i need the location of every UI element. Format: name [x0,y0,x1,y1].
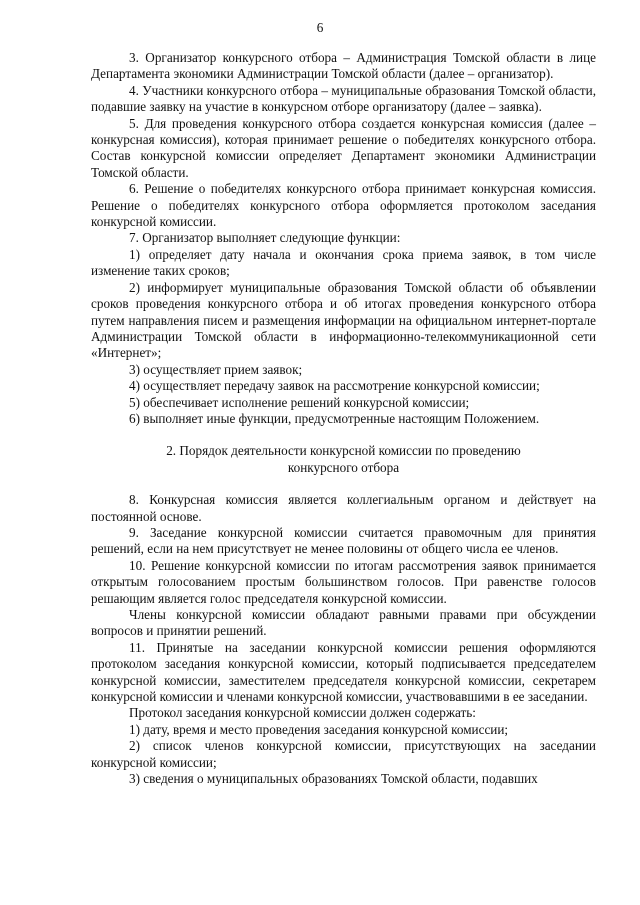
list-item-3: 3) осуществляет прием заявок; [129,361,303,377]
paragraph-4: 4. Участники конкурсного отбора – муниципальные образования Томской области, подавшие заявку на участие в конкурсном отборе организатору (далее – заявка). [91,82,596,115]
list-item-5: 5) обеспечивает исполнение решений конкурсной комиссии; [129,394,470,410]
paragraph-9: 9. Заседание конкурсной комиссии считается правомочным для принятия решений, если на нем присутствует не менее половины от общего числа ее членов. [91,524,596,557]
paragraph-3: 3. Организатор конкурсного отбора – Администрация Томской области в лице Департамента экономики Администрации Томской области (далее – организатор). [91,50,596,82]
paragraph-10: 10. Решение конкурсной комиссии по итогам рассмотрения заявок принимается открытым голосованием простым большинством голосов. При равенстве голосов решающим является голос председателя конкурсной комиссии. [91,557,596,606]
list-item-2: 2) информирует муниципальные образования Томской области об объявлении сроков проведения конкурсного отбора и об итогах проведения конкурсного отбора путем направления писем и размещения информации на официальном интернет-портале Администрации Томской области в информационно-телекоммуникационной сети «Интернет»; [91,279,596,361]
paragraph-protocol: Протокол заседания конкурсной комиссии должен содержать: [129,705,476,721]
paragraph-members: Члены конкурсной комиссии обладают равными правами при обсуждении вопросов и принятии решений. [91,607,596,639]
paragraph-6: 6. Решение о победителях конкурсного отбора принимает конкурсная комиссия. Решение о победителях конкурсного отбора оформляется протоколом заседания конкурсной комиссии. [91,181,596,230]
paragraph-11: 11. Принятые на заседании конкурсной комиссии решения оформляются протоколом заседания конкурсной комиссии, который подписывается председателем конкурсной комиссии, заместителем председателя конкурсной комиссии, секретарем конкурсной комиссии и членами конкурсной комиссии, участвовавшими в ее заседании. [91,639,596,705]
protocol-item-3: 3) сведения о муниципальных образованиях Томской области, подавших [129,771,538,787]
section-heading-line-1: 2. Порядок деятельности конкурсной комиссии по проведению [166,443,521,459]
protocol-item-2: 2) список членов конкурсной комиссии, присутствующих на заседании конкурсной комиссии; [91,738,596,770]
protocol-item-1: 1) дату, время и место проведения заседания конкурсной комиссии; [129,721,509,737]
document-body [91,50,596,787]
section-heading-line-2: конкурсного отбора [287,459,400,475]
paragraph-5: 5. Для проведения конкурсного отбора создается конкурсная комиссия (далее – конкурсная комиссия), которая принимает решение о победителях конкурсного отбора. Состав конкурсной комиссии определяет Департамент экономики Администрации Томской области. [91,115,596,180]
list-item-4: 4) осуществляет передачу заявок на рассмотрение конкурсной комиссии; [129,378,540,394]
list-item-6: 6) выполняет иные функции, предусмотренные настоящим Положением. [129,410,540,426]
paragraph-7: 7. Организатор выполняет следующие функции: [129,230,401,246]
list-item-1: 1) определяет дату начала и окончания срока приема заявок, в том числе изменение таких сроков; [91,246,596,279]
page-number: 6 [316,20,324,35]
paragraph-8: 8. Конкурсная комиссия является коллегиальным органом и действует на постоянной основе. [91,492,596,524]
